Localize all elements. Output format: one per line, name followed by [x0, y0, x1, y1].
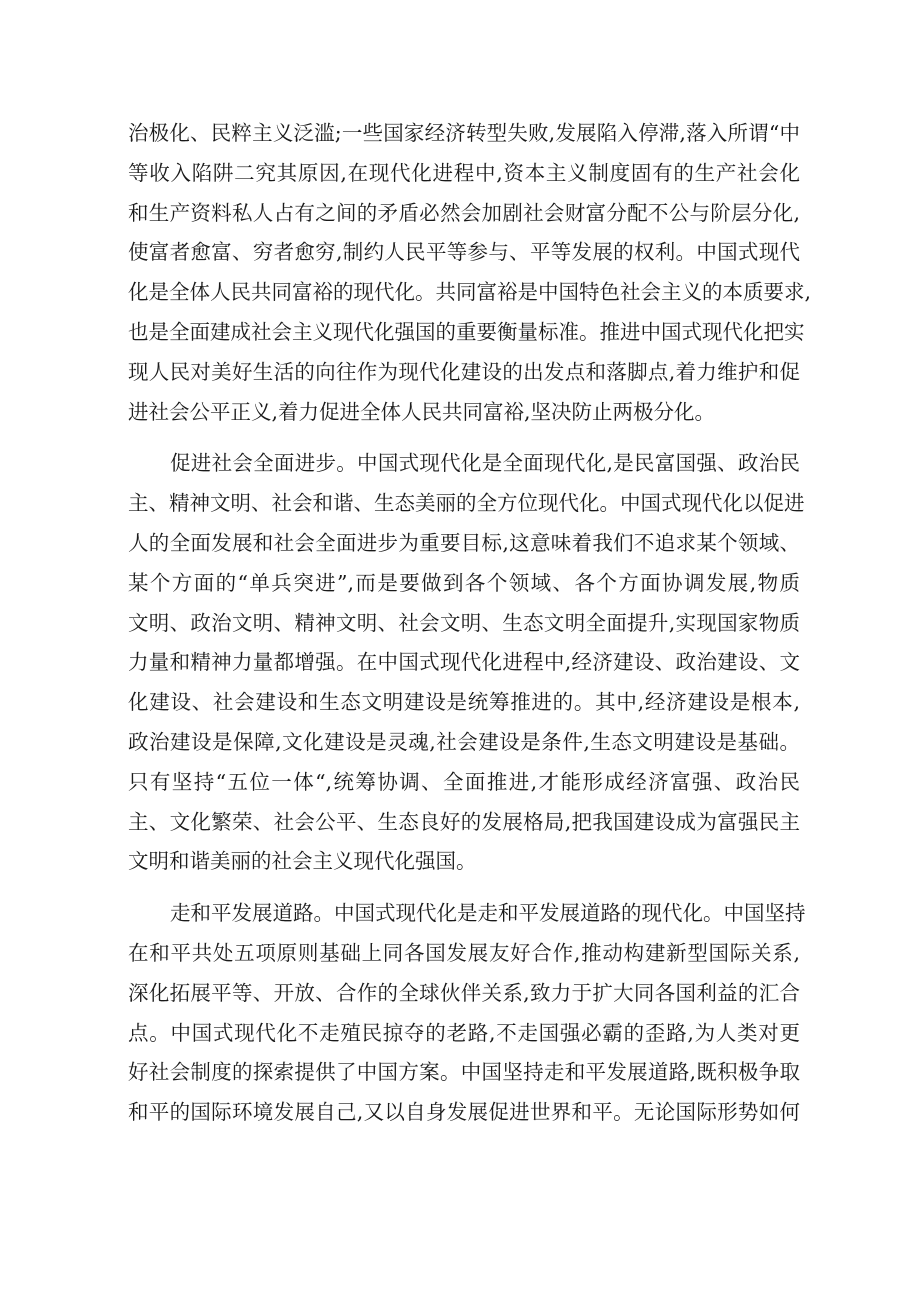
text-line: 点。中国式现代化不走殖民掠夺的老路,不走国强必霸的歪路,为人类对更 — [128, 1020, 800, 1045]
text-line: 进社会公平正义,着力促进全体人民共同富裕,坚决防止两极分化。 — [128, 399, 716, 424]
text-line: 文明和谐美丽的社会主义现代化强国。 — [128, 849, 477, 874]
text-line: 治极化、民粹主义泛滥;一些国家经济转型失败,发展陷入停滞,落入所谓“中 — [128, 121, 800, 145]
paragraph-2 — [128, 444, 805, 882]
text-line: 深化拓展平等、开放、合作的全球伙伴关系,致力于扩大同各国利益的汇合 — [128, 980, 800, 1005]
text-line: 化是全体人民共同富裕的现代化。共同富裕是中国特色社会主义的本质要求, — [128, 280, 812, 305]
text-line: 走和平发展道路。中国式现代化是走和平发展道路的现代化。中国坚持 — [170, 901, 806, 926]
text-line: 等收入陷阱二究其原因,在现代化进程中,资本主义制度固有的生产社会化 — [128, 160, 800, 185]
paragraph-3 — [128, 894, 806, 1133]
text-line: 和生产资料私人占有之间的矛盾必然会加剧社会财富分配不公与阶层分化, — [128, 200, 800, 225]
text-line: 也是全面建成社会主义现代化强国的重要衡量标准。推进中国式现代化把实 — [128, 319, 805, 344]
text-line: 好社会制度的探索提供了中国方案。中国坚持走和平发展道路,既积极争取 — [128, 1060, 800, 1085]
document-body — [128, 114, 812, 1133]
text-line: 在和平共处五项原则基础上同各国发展友好合作,推动构建新型国际关系, — [128, 940, 800, 965]
text-line: 只有坚持“五位一体“,统筹协调、全面推进,才能形成经济富强、政治民 — [128, 769, 800, 794]
text-line: 现人民对美好生活的向往作为现代化建设的出发点和落脚点,着力维护和促 — [128, 359, 800, 384]
text-line: 力量和精神力量都增强。在中国式现代化进程中,经济建设、政治建设、文 — [128, 650, 800, 675]
text-line: 主、文化繁荣、社会公平、生态良好的发展格局,把我国建设成为富强民主 — [128, 809, 800, 834]
text-line: 使富者愈富、穷者愈穷,制约人民平等参与、平等发展的权利。中国式现代 — [128, 240, 800, 265]
paragraph-1 — [128, 114, 812, 432]
paragraph-gap — [128, 432, 800, 444]
text-line: 文明、政治文明、精神文明、社会文明、生态文明全面提升,实现国家物质 — [128, 610, 800, 635]
text-line: 政治建设是保障,文化建设是灵魂,社会建设是条件,生态文明建设是基础。 — [128, 729, 800, 754]
paragraph-gap — [128, 882, 800, 894]
text-line: 促进社会全面进步。中国式现代化是全面现代化,是民富国强、政治民 — [170, 451, 800, 476]
text-line: 主、精神文明、社会和谐、生态美丽的全方位现代化。中国式现代化以促进 — [128, 491, 805, 516]
text-line: 人的全面发展和社会全面进步为重要目标,这意味着我们不追求某个领域、 — [128, 530, 800, 555]
text-line: 化建设、社会建设和生态文明建设是统筹推进的。其中,经济建设是根本, — [128, 690, 800, 715]
text-line: 和平的国际环境发展自己,又以自身发展促进世界和平。无论国际形势如何 — [128, 1100, 800, 1125]
text-line: 某个方面的“单兵突进”,而是要做到各个领域、各个方面协调发展,物质 — [128, 570, 800, 595]
